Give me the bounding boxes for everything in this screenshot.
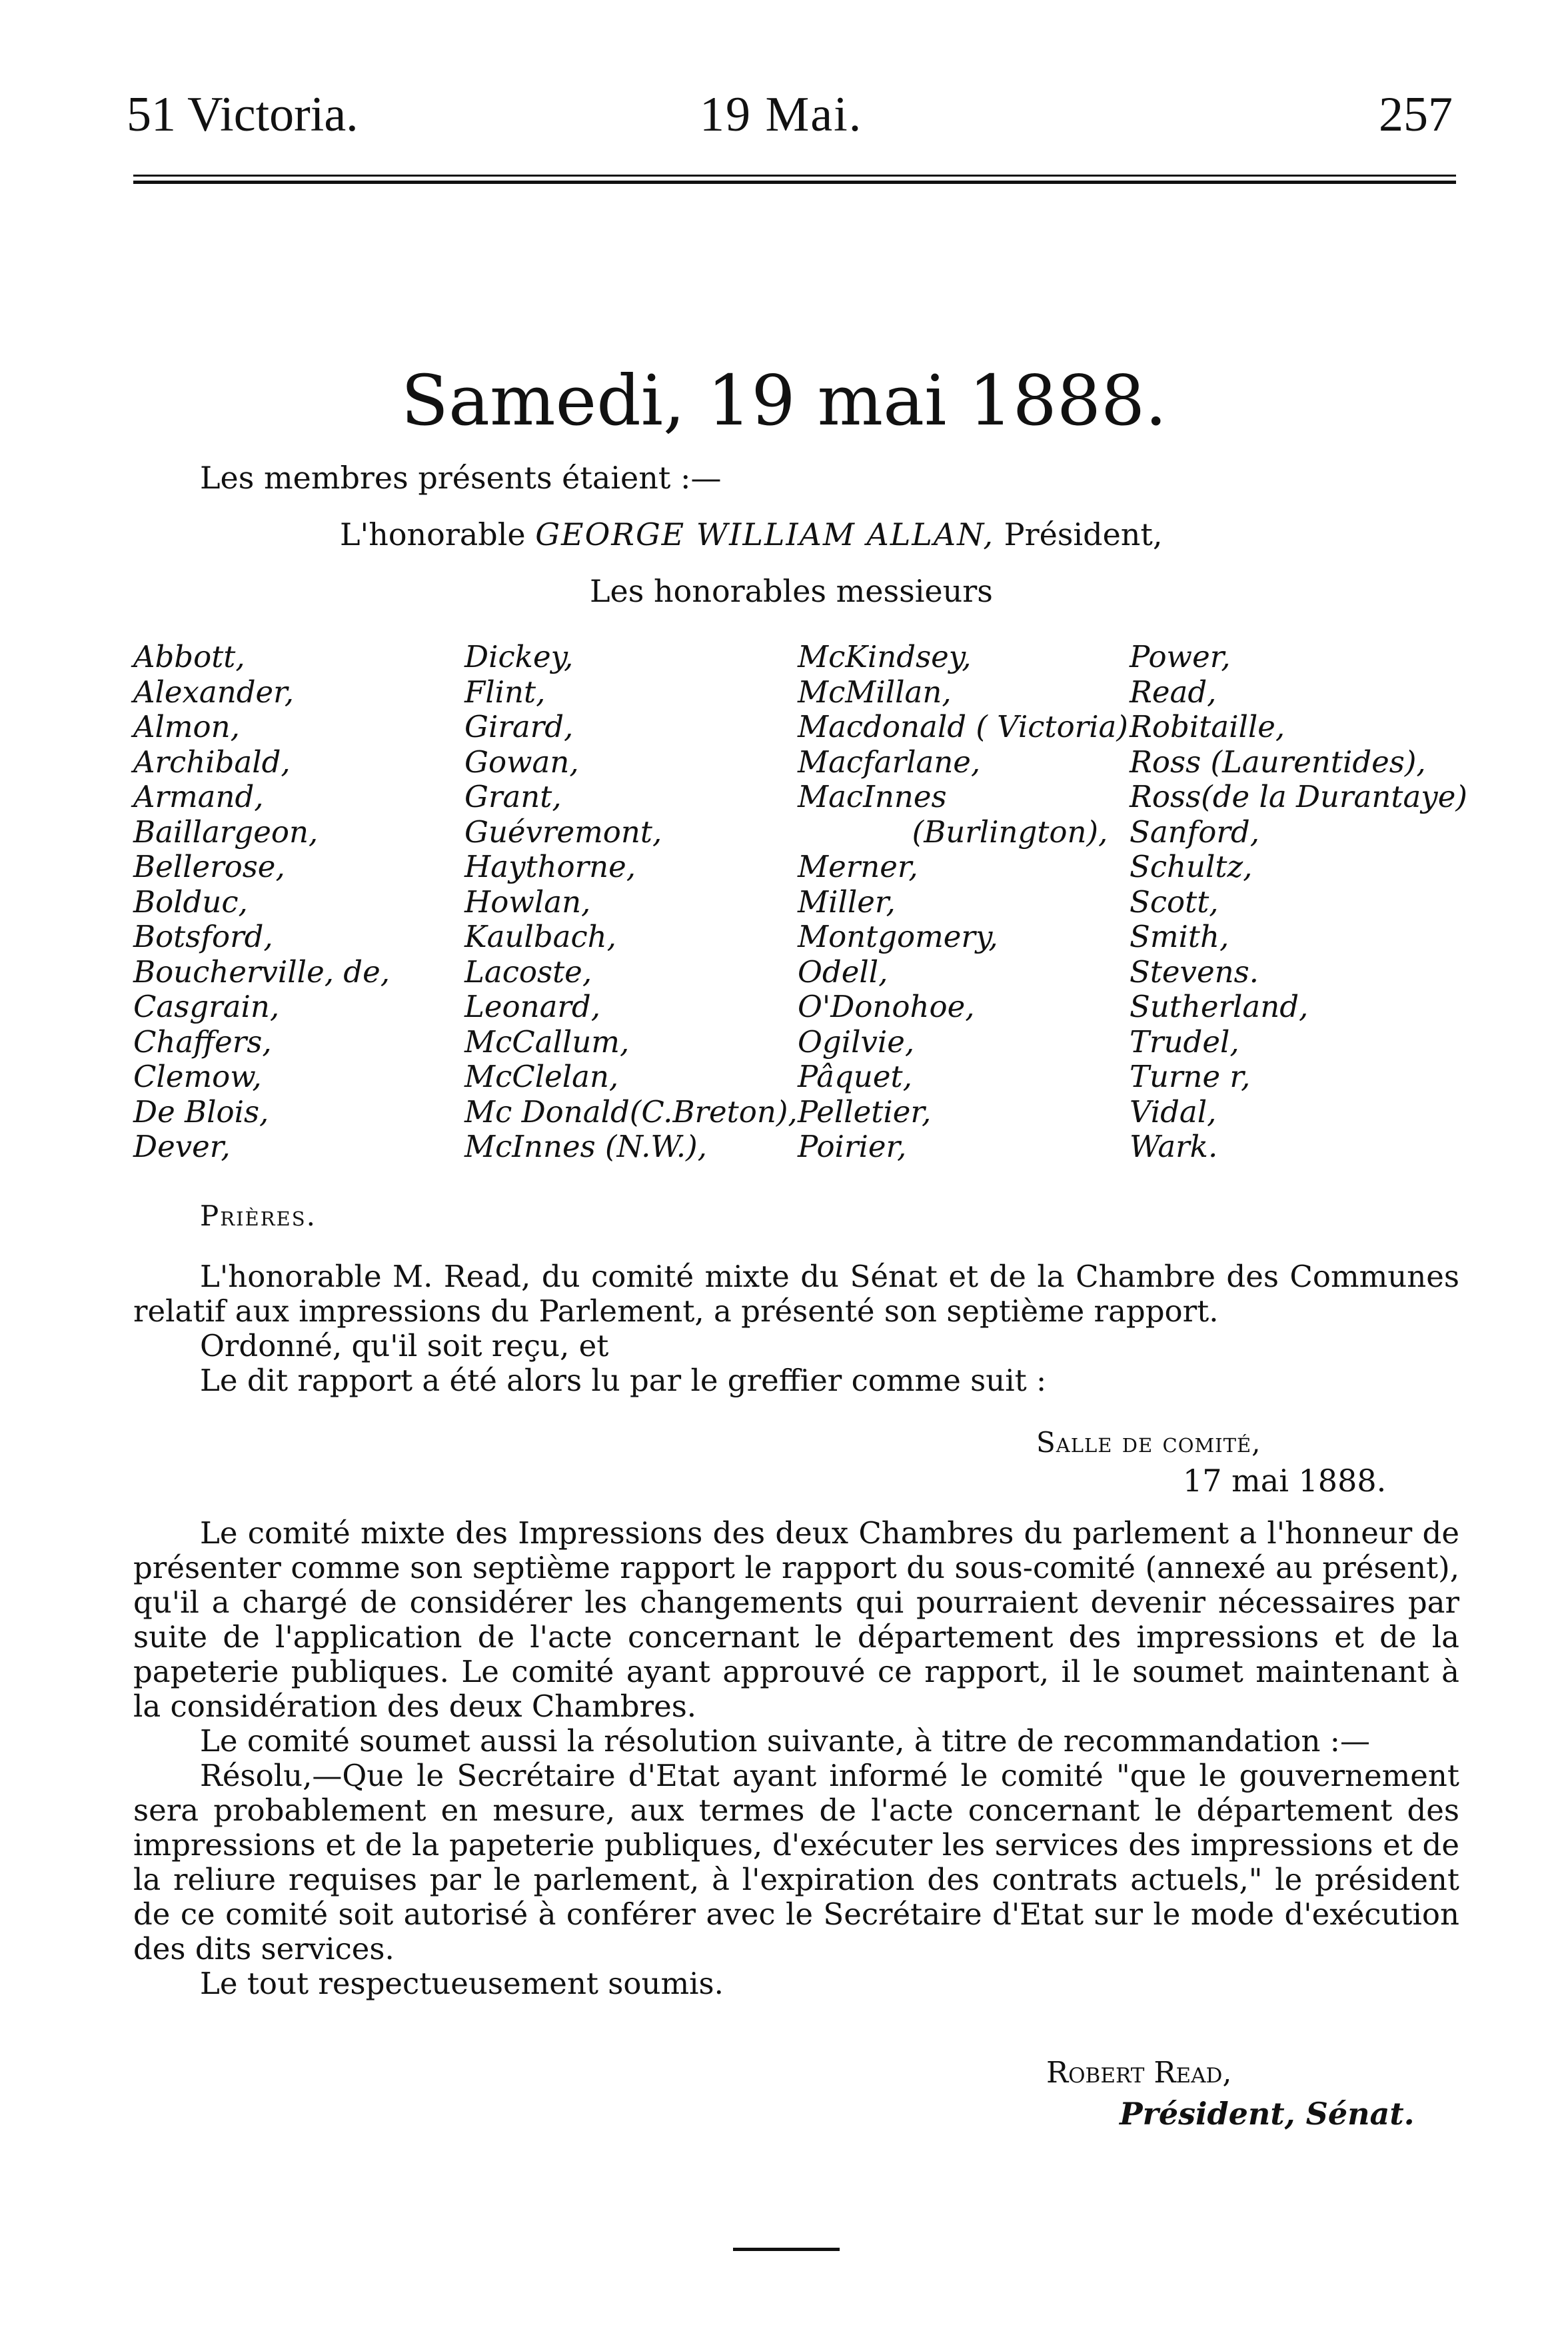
member-name: Scott,	[1130, 884, 1219, 920]
member-name: (Burlington),	[798, 814, 1108, 850]
president-prefix: L'honorable	[340, 516, 526, 552]
member-name: Chaffers,	[133, 1024, 272, 1060]
member-name: Poirier,	[798, 1129, 907, 1164]
member-name: McMillan,	[798, 674, 952, 710]
member-name: Botsford,	[133, 919, 273, 954]
member-name: Macfarlane,	[798, 744, 981, 780]
member-name: Kaulbach,	[464, 919, 616, 954]
member-name: Schultz,	[1130, 849, 1253, 884]
members-column-2	[464, 640, 798, 1165]
member-name: Ogilvie,	[798, 1024, 915, 1060]
member-name: Sutherland,	[1130, 989, 1309, 1024]
member-name: Montgomery,	[798, 919, 998, 954]
member-name: Pelletier,	[798, 1094, 932, 1130]
member-name: Dickey,	[464, 639, 574, 674]
member-name: Abbott,	[133, 639, 245, 674]
signature-title: Président, Sénat.	[1120, 2096, 1415, 2132]
members-column-3	[798, 640, 1128, 1165]
members-column-4	[1130, 640, 1467, 1165]
member-name: McKindsey,	[798, 639, 972, 674]
member-name: Baillargeon,	[133, 814, 319, 850]
member-name: Lacoste,	[464, 954, 592, 990]
members-list	[133, 639, 1467, 1199]
member-name: Power,	[1130, 639, 1231, 674]
member-name: Almon,	[133, 709, 240, 744]
member-name: Casgrain,	[133, 989, 280, 1024]
page-number: 257	[1379, 87, 1453, 142]
running-head	[127, 87, 1453, 147]
report-paragraph: L'honorable M. Read, du comité mixte du Sénat et de la Chambre des Communes relatif aux impressions du Parlement, a présenté son septième rapport.	[133, 1259, 1459, 1329]
president-suffix: Président,	[1004, 516, 1163, 552]
member-name: McInnes (N.W.),	[464, 1129, 707, 1164]
body-paragraph: Le tout respectueusement soumis.	[200, 1966, 724, 2001]
member-name: Flint,	[464, 674, 546, 710]
salle-date: 17 mai 1888.	[1183, 1463, 1387, 1499]
member-name: Bellerose,	[133, 849, 285, 884]
member-name: Merner,	[798, 849, 918, 884]
member-name: Howlan,	[464, 884, 591, 920]
member-name: De Blois,	[133, 1094, 269, 1130]
president-line	[340, 516, 1163, 552]
member-name: Trudel,	[1130, 1024, 1239, 1060]
member-name: MacInnes	[798, 779, 947, 814]
member-name: Ross(de la Durantaye)	[1130, 779, 1467, 814]
member-name: Leonard,	[464, 989, 601, 1024]
intro-line: Les membres présents étaient :—	[200, 460, 722, 496]
member-name: Robitaille,	[1130, 709, 1285, 744]
messieurs-line: Les honorables messieurs	[590, 573, 993, 609]
member-name: Macdonald ( Victoria)	[798, 709, 1128, 744]
member-name: Read,	[1130, 674, 1217, 710]
signature-name: Robert Read,	[1046, 2056, 1232, 2090]
member-name: Smith,	[1130, 919, 1229, 954]
body-paragraph: Résolu,—Que le Secrétaire d'Etat ayant informé le comité "que le gouvernement sera probablement en mesure, aux termes de l'acte concernant le département des impressions et de la papeterie publiques, d'exécuter les services des impressions et de la reliure requises par le parlement, à l'expiration des contrats actuels," le président de ce comité soit autorisé à conférer avec le Secrétaire d'Etat sur le mode d'exécution des dits services.	[133, 1758, 1459, 1966]
member-name: Dever,	[133, 1129, 231, 1164]
member-name: Ross (Laurentides),	[1130, 744, 1426, 780]
report-body	[133, 1516, 1459, 2001]
member-name: O'Donohoe,	[798, 989, 975, 1024]
page-title: Samedi, 19 mai 1888.	[400, 360, 1168, 441]
report-intro	[133, 1259, 1459, 1398]
member-name: McCallum,	[464, 1024, 630, 1060]
report-paragraph: Le dit rapport a été alors lu par le greffier comme suit :	[200, 1363, 1047, 1398]
member-name: Mc Donald(C.Breton),	[464, 1094, 798, 1130]
prieres-heading: Prières.	[200, 1199, 317, 1232]
member-name: Bolduc,	[133, 884, 248, 920]
body-paragraph: Le comité soumet aussi la résolution suivante, à titre de recommandation :—	[200, 1723, 1370, 1759]
member-name: Alexander,	[133, 674, 295, 710]
member-name: Turne r,	[1130, 1059, 1251, 1094]
member-name: Miller,	[798, 884, 896, 920]
header-volume: 51 Victoria.	[127, 87, 359, 142]
header-date: 19 Mai.	[700, 87, 863, 142]
member-name: Archibald,	[133, 744, 291, 780]
member-name: Vidal,	[1130, 1094, 1217, 1130]
member-name: Odell,	[798, 954, 888, 990]
member-name: Clemow,	[133, 1059, 262, 1094]
members-column-1	[133, 640, 390, 1165]
member-name: Stevens.	[1130, 954, 1259, 990]
member-name: Guévremont,	[464, 814, 662, 850]
member-name: Wark.	[1130, 1129, 1218, 1164]
closing-rule	[733, 2248, 840, 2251]
member-name: Pâquet,	[798, 1059, 912, 1094]
salle-place: Salle de comité,	[1036, 1426, 1261, 1459]
header-rule	[133, 175, 1456, 184]
member-name: McClelan,	[464, 1059, 619, 1094]
president-name: GEORGE WILLIAM ALLAN,	[535, 516, 995, 552]
member-name: Girard,	[464, 709, 574, 744]
member-name: Grant,	[464, 779, 562, 814]
member-name: Sanford,	[1130, 814, 1260, 850]
member-name: Boucherville, de,	[133, 954, 391, 990]
body-paragraph: Le comité mixte des Impressions des deux Chambres du parlement a l'honneur de présenter comme son septième rapport le rapport du sous-comité (annexé au présent), qu'il a chargé de considérer les changements qui pourraient devenir nécessaires par suite de l'application de l'acte concernant le département des impressions et de la papeterie publiques. Le comité ayant approuvé ce rapport, il le soumet maintenant à la considération des deux Chambres.	[133, 1515, 1459, 1724]
report-paragraph: Ordonné, qu'il soit reçu, et	[200, 1328, 609, 1363]
member-name: Armand,	[133, 779, 264, 814]
member-name: Gowan,	[464, 744, 579, 780]
member-name: Haythorne,	[464, 849, 636, 884]
